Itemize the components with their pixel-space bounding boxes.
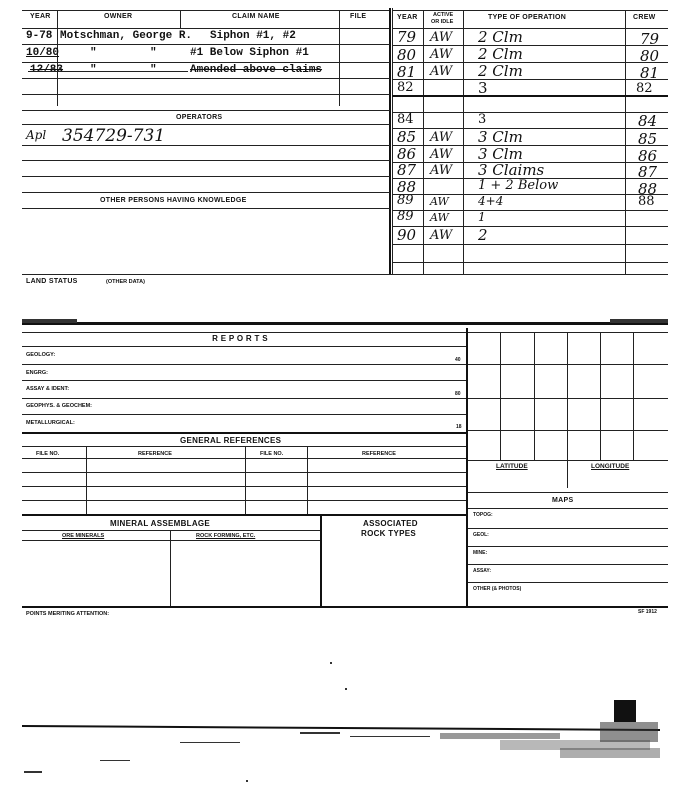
ore-minerals-label: ORE MINERALS xyxy=(62,533,105,539)
operator-prefix: Apl xyxy=(26,128,47,142)
ops-row-1-year: 79 xyxy=(397,28,417,46)
ops-row-9-crew: 88 xyxy=(638,180,658,198)
report-metallurgical-label: METALLURGICAL: xyxy=(26,420,75,426)
ops-row-7-year: 86 xyxy=(397,145,417,163)
report-engrg-label: ENGRG: xyxy=(26,370,48,376)
maps-assay-label: ASSAY: xyxy=(473,568,492,574)
ref-col-reference-1: REFERENCE xyxy=(138,451,172,457)
claim-row-2-owner: " xyxy=(90,47,97,59)
latitude-label: LATITUDE xyxy=(496,463,528,470)
maps-title: MAPS xyxy=(552,497,574,504)
ops-crew-header: CREW xyxy=(633,14,656,21)
claim-row-2-claim: #1 Below Siphon #1 xyxy=(190,47,309,59)
report-assay-num: 80 xyxy=(455,391,461,397)
ops-row-10-active: AW xyxy=(430,195,449,208)
claim-row-3-claim: Amended above claims xyxy=(190,64,323,76)
ops-row-2-year: 80 xyxy=(397,46,417,64)
ops-row-11-type: 1 xyxy=(478,210,486,224)
land-status-sub: (OTHER DATA) xyxy=(106,279,145,285)
ops-row-6-crew: 85 xyxy=(638,130,658,148)
ops-row-10-crew: 88 xyxy=(638,194,655,209)
operators-title: OPERATORS xyxy=(176,114,223,121)
ops-row-3-crew: 81 xyxy=(640,64,660,82)
ops-row-12-active: AW xyxy=(430,228,453,243)
claim-row-3-owner: " xyxy=(90,64,97,76)
ops-row-5-crew: 84 xyxy=(638,112,658,130)
reports-title: R E P O R T S xyxy=(212,334,268,343)
claim-row-1-claim: Siphon #1, #2 xyxy=(210,30,296,42)
ops-row-6-year: 85 xyxy=(397,128,417,146)
claim-row-3-ditto: " xyxy=(150,64,157,76)
other-persons-title: OTHER PERSONS HAVING KNOWLEDGE xyxy=(100,197,247,204)
ops-row-2-active: AW xyxy=(430,47,453,62)
ops-year-header: YEAR xyxy=(397,14,418,21)
ops-row-6-active: AW xyxy=(430,130,453,145)
ops-row-6-type: 3 Clm xyxy=(478,128,523,146)
maps-geol-label: GEOL: xyxy=(473,532,489,538)
mineral-title: MINERAL ASSEMBLAGE xyxy=(110,519,211,528)
ops-row-4-year: 82 xyxy=(397,80,414,95)
ops-row-4-crew: 82 xyxy=(636,81,653,96)
ops-type-header: TYPE OF OPERATION xyxy=(488,14,567,21)
ops-row-5-type: 3 xyxy=(478,112,487,127)
ref-col-file-1: FILE NO. xyxy=(36,451,60,457)
col-owner-header: OWNER xyxy=(104,13,133,20)
claim-row-2-ditto: " xyxy=(150,47,157,59)
ops-row-3-type: 2 Clm xyxy=(478,62,523,80)
rock-forming-label: ROCK FORMING, ETC. xyxy=(196,533,256,539)
form-number: SF 1912 xyxy=(638,609,657,615)
assoc-rock-label-1: ASSOCIATED xyxy=(363,519,418,528)
ops-row-8-type: 3 Claims xyxy=(478,161,545,179)
ops-row-5-year: 84 xyxy=(397,112,414,127)
general-refs-title: GENERAL REFERENCES xyxy=(180,436,282,445)
report-metallurgical-num: 18 xyxy=(456,424,462,430)
ops-row-7-crew: 86 xyxy=(638,147,658,165)
land-status-label: LAND STATUS xyxy=(26,278,78,285)
ops-row-2-type: 2 Clm xyxy=(478,45,523,63)
ops-idle-header: OR IDLE xyxy=(431,19,454,25)
maps-other-label: OTHER (& PHOTOS) xyxy=(473,586,522,592)
report-assay-label: ASSAY & IDENT: xyxy=(26,386,70,392)
claim-row-2-year: 10/80 xyxy=(26,47,60,59)
ref-col-reference-2: REFERENCE xyxy=(362,451,396,457)
ops-row-1-crew: 79 xyxy=(640,30,660,48)
claim-row-1-owner: Motschman, George R. xyxy=(60,30,193,42)
ref-col-file-2: FILE NO. xyxy=(260,451,284,457)
assoc-rock-label-2: ROCK TYPES xyxy=(361,529,417,538)
col-claim-name-header: CLAIM NAME xyxy=(232,13,280,20)
ops-row-10-year: 89 xyxy=(397,193,414,208)
ops-row-12-type: 2 xyxy=(478,226,488,244)
ops-row-8-active: AW xyxy=(430,163,453,178)
claim-row-1-year: 9-78 xyxy=(26,30,53,42)
longitude-label: LONGITUDE xyxy=(591,463,630,470)
ops-row-8-crew: 87 xyxy=(638,163,658,181)
ops-row-4-type: 3 xyxy=(478,79,488,97)
ops-row-9-type: 1 + 2 Below xyxy=(478,178,559,193)
report-geology-label: GEOLOGY: xyxy=(26,352,56,358)
col-year-header: YEAR xyxy=(30,13,51,20)
ops-row-7-type: 3 Clm xyxy=(478,145,523,163)
col-file-header: FILE xyxy=(350,13,367,20)
ops-active-header: ACTIVE xyxy=(433,12,454,18)
ops-row-11-active: AW xyxy=(430,211,449,224)
report-geology-num: 40 xyxy=(455,357,461,363)
ops-row-8-year: 87 xyxy=(397,161,417,179)
ops-row-12-year: 90 xyxy=(397,226,417,244)
maps-mine-label: MINE: xyxy=(473,550,488,556)
claim-row-3-year: 12/83 xyxy=(30,64,64,76)
ops-row-3-active: AW xyxy=(430,64,453,79)
ops-row-3-year: 81 xyxy=(397,63,417,81)
ops-row-1-type: 2 Clm xyxy=(478,28,523,46)
ops-row-11-year: 89 xyxy=(397,209,414,224)
maps-topog-label: TOPOG: xyxy=(473,512,493,518)
points-label: POINTS MERITING ATTENTION: xyxy=(26,611,110,617)
ops-row-2-crew: 80 xyxy=(640,47,660,65)
ops-row-10-type: 4+4 xyxy=(478,194,504,208)
operator-entry: 354729-731 xyxy=(62,126,166,146)
ops-row-7-active: AW xyxy=(430,147,453,162)
ops-row-9-year: 88 xyxy=(397,178,417,196)
ops-row-1-active: AW xyxy=(430,30,453,45)
report-geophys-label: GEOPHYS. & GEOCHEM: xyxy=(26,403,93,409)
